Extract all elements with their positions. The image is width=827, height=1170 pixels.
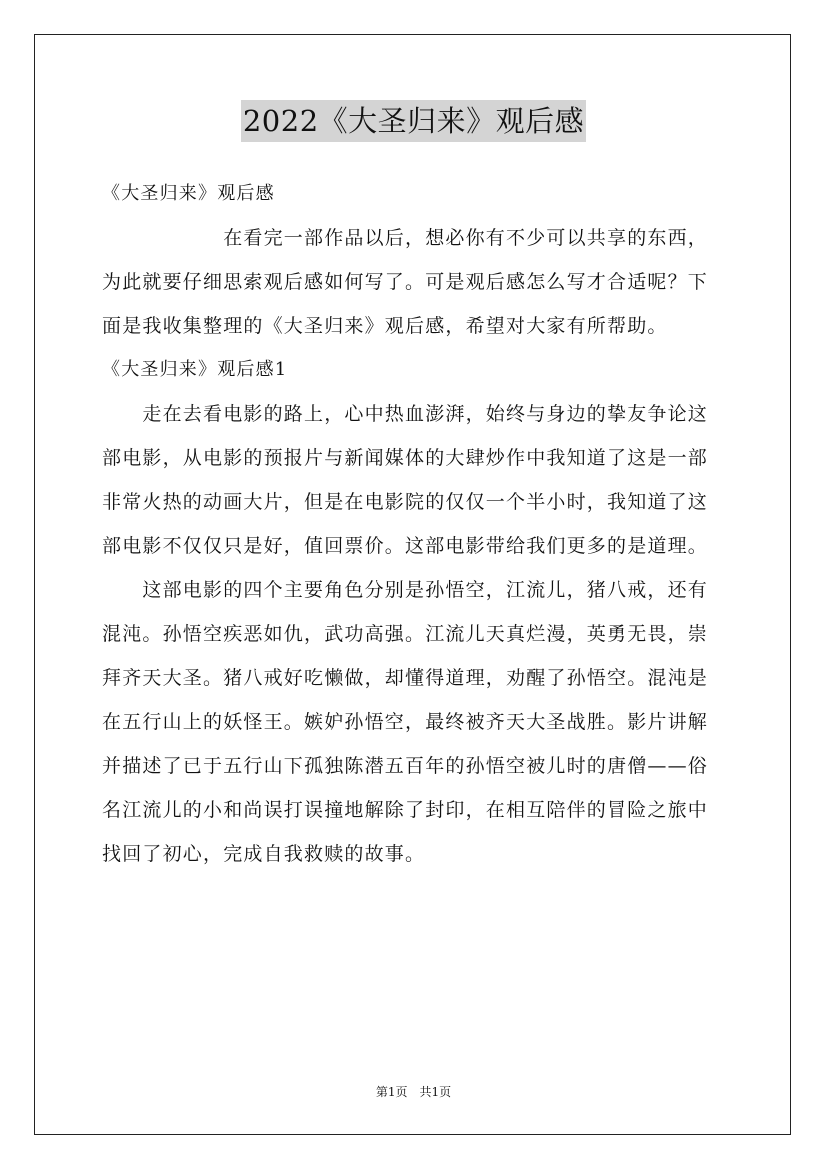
- paragraph-line: 非常火热的动画大片，但是在电影院的仅仅一个半小时，我知道了这: [102, 491, 709, 513]
- title-container: [0, 100, 827, 142]
- paragraph-line: 在看完一部作品以后，想必你有不少可以共享的东西，: [102, 227, 709, 249]
- paragraph-line: 部电影不仅仅只是好，值回票价。这部电影带给我们更多的是道理。: [102, 535, 709, 557]
- paragraph-line: 找回了初心，完成自我救赎的故事。: [102, 843, 426, 865]
- paragraph-line: 为此就要仔细思索观后感如何写了。可是观后感怎么写才合适呢？下: [102, 271, 709, 293]
- paragraph-line: 部电影，从电影的预报片与新闻媒体的大肆炒作中我知道了这是一部: [102, 447, 709, 469]
- page-footer: 第1页 共1页: [375, 1085, 452, 1099]
- document-title: 2022《大圣归来》观后感: [241, 100, 586, 142]
- section-heading: 《大圣归来》观后感1: [102, 359, 288, 380]
- paragraph-line: 拜齐天大圣。猪八戒好吃懒做，却懂得道理，劝醒了孙悟空。混沌是: [102, 667, 709, 689]
- paragraph-line: 并描述了已于五行山下孤独陈潜五百年的孙悟空被儿时的唐僧——俗: [102, 755, 709, 777]
- paragraph-line: 面是我收集整理的《大圣归来》观后感，希望对大家有所帮助。: [102, 315, 668, 337]
- document-body: [102, 172, 727, 876]
- paragraph-line: 在五行山上的妖怪王。嫉妒孙悟空，最终被齐天大圣战胜。影片讲解: [102, 711, 709, 733]
- paragraph-line: 走在去看电影的路上，心中热血澎湃，始终与身边的挚友争论这: [102, 403, 709, 425]
- paragraph-line: 混沌。孙悟空疾恶如仇，武功高强。江流儿天真烂漫，英勇无畏，崇: [102, 623, 709, 645]
- paragraph-line: 这部电影的四个主要角色分别是孙悟空，江流儿，猪八戒，还有: [102, 579, 709, 601]
- paragraph-line: 名江流儿的小和尚误打误撞地解除了封印，在相互陪伴的冒险之旅中: [102, 799, 709, 821]
- section-heading: 《大圣归来》观后感: [102, 183, 275, 204]
